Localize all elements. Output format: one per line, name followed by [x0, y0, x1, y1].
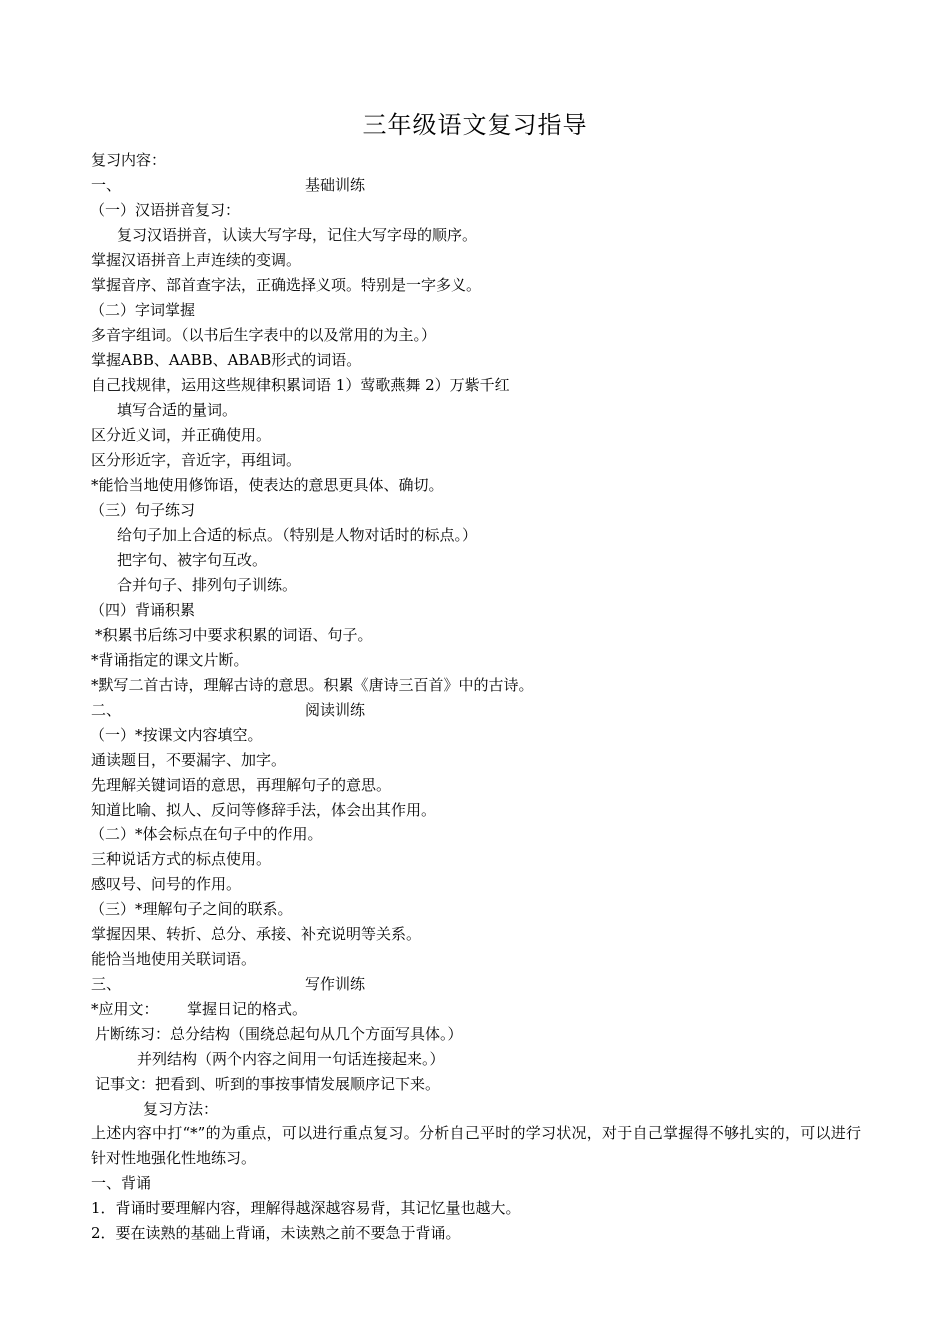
text-line: 自己找规律，运用这些规律积累词语 1）莺歌燕舞 2）万紫千红: [91, 376, 510, 394]
text-line: 复习汉语拼音，认读大写字母，记住大写字母的顺序。: [117, 226, 478, 244]
section-heading: 写作训练: [305, 975, 366, 993]
section-number: 三、: [91, 975, 122, 993]
subsection-heading: （一）*按课文内容填空。: [90, 726, 263, 744]
section-number: 二、: [91, 701, 122, 719]
subsection-heading: （四）背诵积累: [90, 601, 196, 619]
subsection-heading: （三）*理解句子之间的联系。: [90, 900, 293, 918]
text-line: *默写二首古诗，理解古诗的意思。积累《唐诗三百首》中的古诗。: [91, 676, 534, 694]
subsection-heading: （二）字词掌握: [90, 301, 196, 319]
text-line: 给句子加上合适的标点。（特别是人物对话时的标点。）: [117, 526, 478, 544]
text-line: 多音字组词。（以书后生字表中的以及常用的为主。）: [91, 326, 437, 344]
text-line: 掌握ABB、AABB、ABAB形式的词语。: [91, 351, 362, 369]
text-line: 1．背诵时要理解内容，理解得越深越容易背，其记忆量也越大。: [91, 1199, 521, 1217]
text-line: 先理解关键词语的意思，再理解句子的意思。: [91, 776, 392, 794]
text-line: 2．要在读熟的基础上背诵，未读熟之前不要急于背诵。: [91, 1224, 461, 1242]
text-line: 记事文：把看到、听到的事按事情发展顺序记下来。: [95, 1075, 441, 1093]
text-line: *能恰当地使用修饰语，使表达的意思更具体、确切。: [91, 476, 444, 494]
subsection-heading: （一）汉语拼音复习：: [90, 201, 241, 219]
text-line: 把字句、被字句互改。: [117, 551, 268, 569]
text-line: *积累书后练习中要求积累的词语、句子。: [95, 626, 373, 644]
text-line: 合并句子、排列句子训练。: [117, 576, 298, 594]
section-heading: 基础训练: [305, 176, 366, 194]
text-line: 掌握音序、部首查字法，正确选择义项。特别是一字多义。: [91, 276, 482, 294]
text-paragraph: 上述内容中打“*”的为重点，可以进行重点复习。分析自己平时的学习状况，对于自己掌握得不够扎实的，可以进行针对性地强化性地练习。: [91, 1124, 861, 1167]
text-line: 感叹号、问号的作用。: [91, 875, 242, 893]
subsection-heading: 复习方法：: [143, 1100, 219, 1118]
text-line: *背诵指定的课文片断。: [91, 651, 249, 669]
subsection-heading: （三）句子练习: [90, 501, 196, 519]
subsection-heading: （二）*体会标点在句子中的作用。: [90, 825, 323, 843]
text-line: 三种说话方式的标点使用。: [91, 850, 272, 868]
text-line: 片断练习：总分结构（围绕总起句从几个方面写具体。）: [95, 1025, 463, 1043]
text-line: 并列结构（两个内容之间用一句话连接起来。）: [137, 1050, 445, 1068]
text-line: 通读题目，不要漏字、加字。: [91, 751, 287, 769]
text-line: 复习内容：: [91, 151, 167, 169]
page-title: 三年级语文复习指导: [362, 111, 588, 139]
text-line: 知道比喻、拟人、反问等修辞手法，体会出其作用。: [91, 801, 437, 819]
text-line: 区分形近字，音近字，再组词。: [91, 451, 302, 469]
text-line: 掌握汉语拼音上声连续的变调。: [91, 251, 302, 269]
text-line: 填写合适的量词。: [117, 401, 238, 419]
section-heading: 阅读训练: [305, 701, 366, 719]
text-line: *应用文：: [91, 1000, 159, 1018]
text-line: 掌握因果、转折、总分、承接、补充说明等关系。: [91, 925, 422, 943]
section-number: 一、: [91, 176, 122, 194]
subsection-heading: 一、背诵: [91, 1174, 152, 1192]
text-line: 掌握日记的格式。: [187, 1000, 308, 1018]
text-line: 能恰当地使用关联词语。: [91, 950, 257, 968]
text-line: 区分近义词，并正确使用。: [91, 426, 272, 444]
